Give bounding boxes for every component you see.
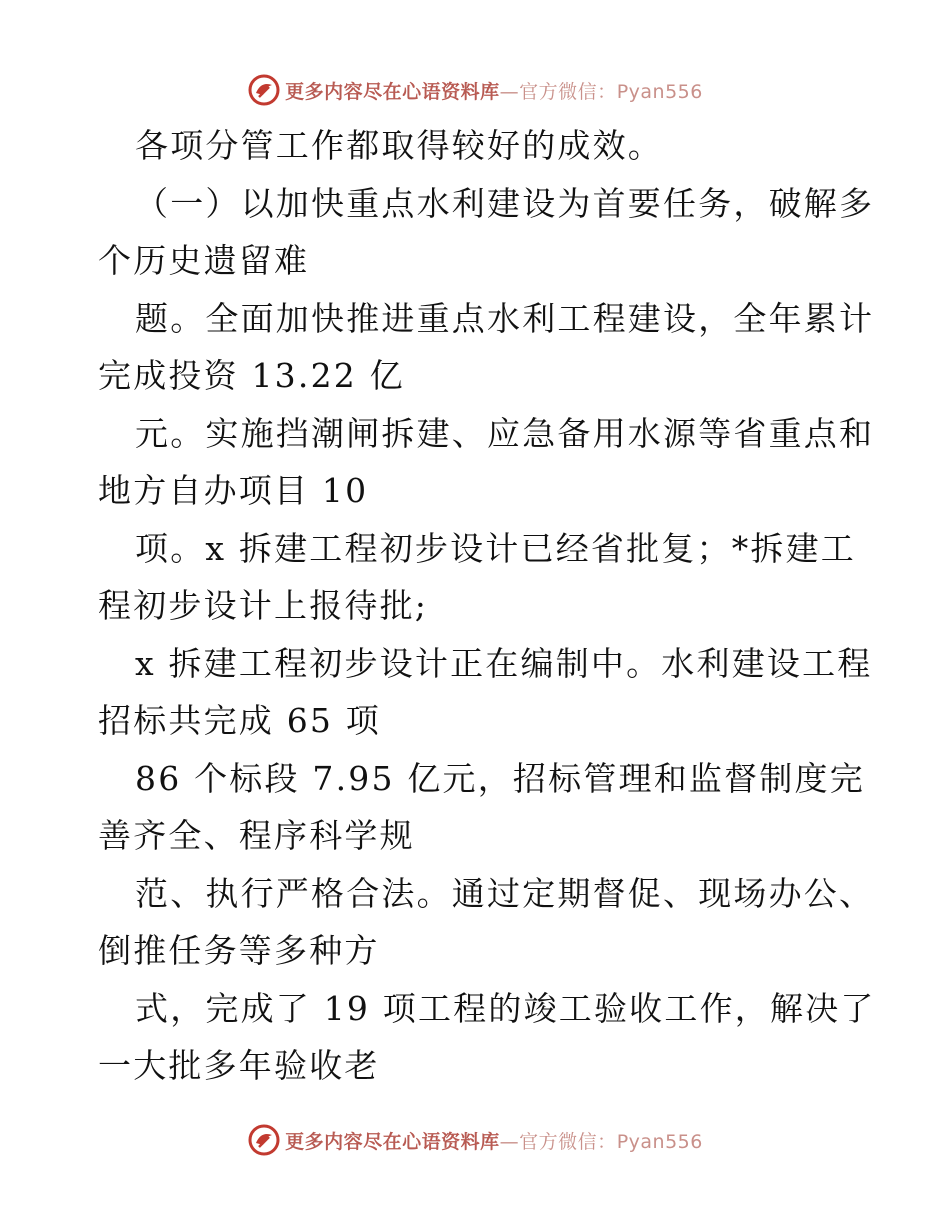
text-line: 地方自办项目 10 (98, 471, 369, 510)
text-line: 题。全面加快推进重点水利工程建设，全年累计 (135, 298, 875, 338)
watermark-text: 更多内容尽在心语资料库—官方微信：Pyan556 (285, 80, 703, 103)
text-line: 86 个标段 7.95 亿元，招标管理和监督制度完 (135, 758, 865, 798)
text-line: 招标共完成 65 项 (98, 701, 381, 740)
text-line: 一大批多年验收老 (98, 1046, 380, 1085)
watermark-text: 更多内容尽在心语资料库—官方微信：Pyan556 (285, 1130, 703, 1153)
red-swirl-logo-icon (247, 1123, 281, 1157)
header-watermark (0, 70, 950, 110)
footer-watermark (0, 1120, 950, 1160)
text-line: 个历史遗留难 (98, 241, 310, 280)
text-line: 元。实施挡潮闸拆建、应急备用水源等省重点和 (135, 413, 875, 453)
text-line: 项。x 拆建工程初步设计已经省批复；*拆建工 (135, 528, 857, 568)
red-swirl-logo-icon (247, 73, 281, 107)
text-line: 范、执行严格合法。通过定期督促、现场办公、 (135, 873, 875, 913)
text-line: 完成投资 13.22 亿 (98, 356, 405, 395)
text-line: （一）以加快重点水利建设为首要任务，破解多 (135, 183, 875, 223)
text-line: 程初步设计上报待批; (98, 586, 429, 625)
text-line: 各项分管工作都取得较好的成效。 (135, 126, 663, 165)
text-line: 善齐全、程序科学规 (98, 816, 415, 855)
text-line: x 拆建工程初步设计正在编制中。水利建设工程 (135, 643, 873, 683)
text-line: 倒推任务等多种方 (98, 931, 380, 970)
text-line: 式，完成了 19 项工程的竣工验收工作，解决了 (135, 988, 876, 1028)
document-body (98, 117, 876, 1095)
